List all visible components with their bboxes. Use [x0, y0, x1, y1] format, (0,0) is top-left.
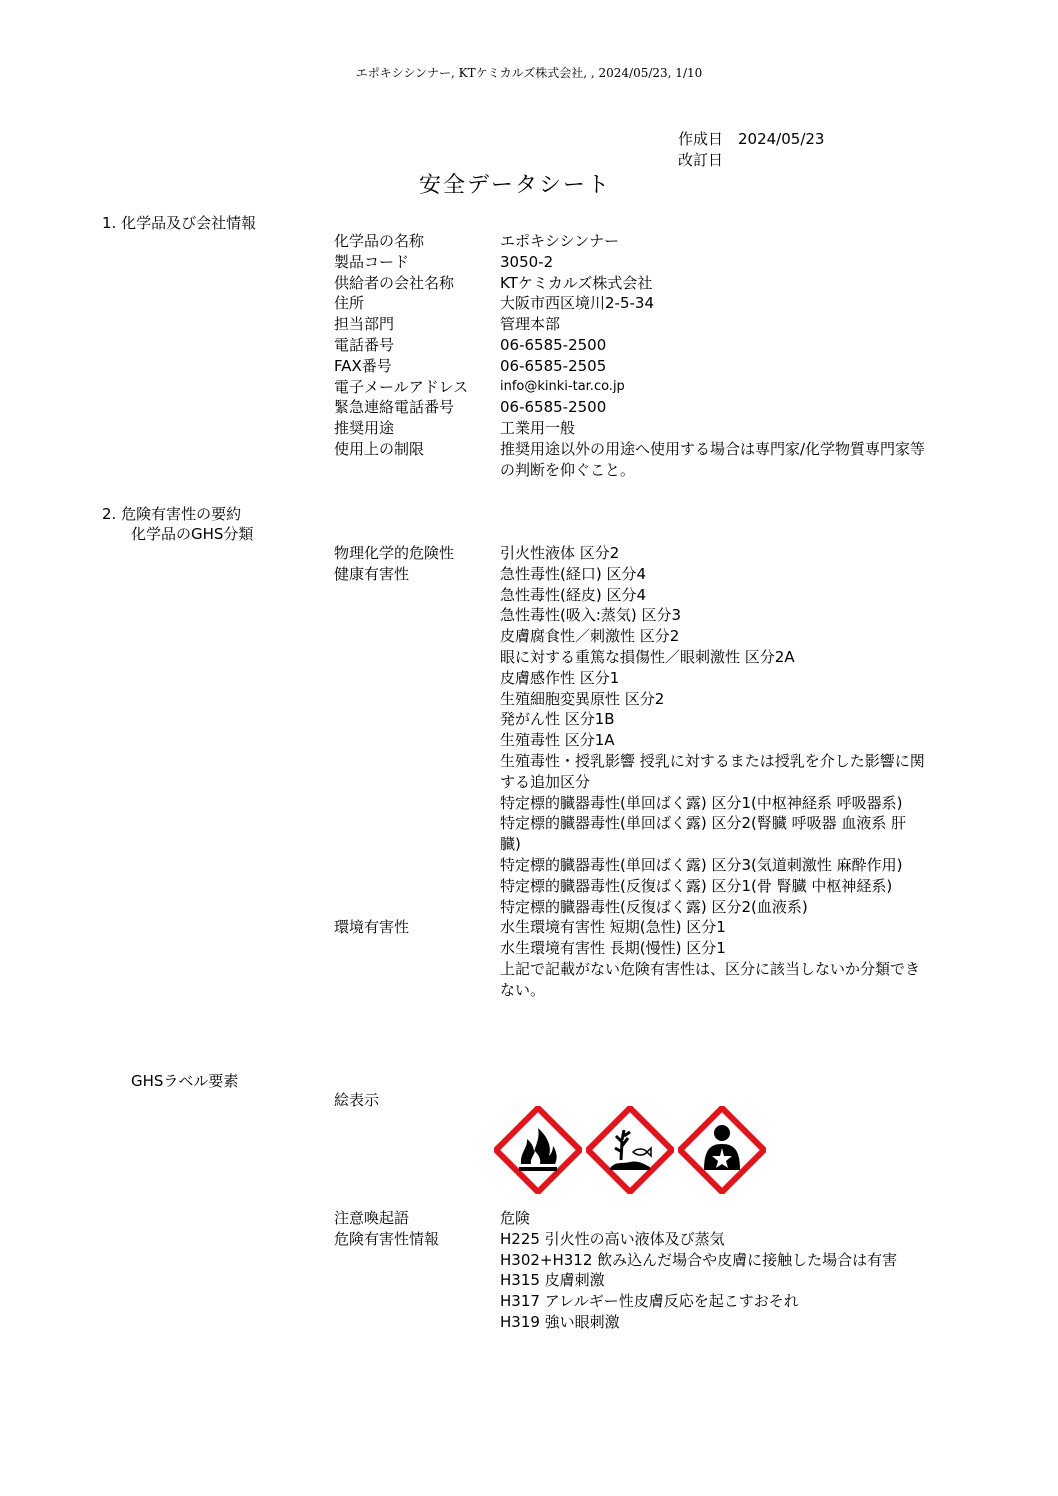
info-row — [334, 293, 934, 314]
email-link[interactable]: info@kinki-tar.co.jp — [500, 378, 625, 394]
ghs-classification-subtitle: 化学品のGHS分類 — [131, 525, 254, 543]
health-hazard-key: 健康有害性 — [334, 564, 410, 583]
physical-hazard-item: 引火性液体 区分2 — [500, 544, 620, 562]
signal-word: 危険 — [500, 1209, 531, 1227]
info-row — [334, 335, 934, 356]
info-value: 06-6585-2500 — [500, 335, 607, 354]
hazard-statements-key: 危険有害性情報 — [334, 1229, 440, 1248]
info-value: 管理本部 — [500, 315, 561, 334]
revised-label: 改訂日 — [678, 151, 724, 169]
hazard-statement: H319 強い眼刺激 — [500, 1312, 620, 1331]
info-row — [334, 439, 934, 481]
info-key: 電話番号 — [334, 335, 395, 354]
ghs-classification-table — [334, 543, 934, 1001]
physical-hazard-key: 物理化学的危険性 — [334, 544, 455, 562]
info-key: 緊急連絡電話番号 — [334, 398, 455, 417]
health-hazard-item: 特定標的臓器毒性(単回ばく露) 区分3(気道刺激性 麻酔作用) — [500, 855, 903, 874]
info-row — [334, 377, 934, 398]
info-key: 推奨用途 — [334, 419, 395, 438]
classification-row — [334, 543, 934, 564]
health-hazard-item: 皮膚腐食性／刺激性 区分2 — [500, 627, 680, 646]
info-value: 工業用一般 — [500, 419, 576, 438]
info-value: 3050-2 — [500, 252, 554, 271]
hazard-statement: H315 皮膚刺激 — [500, 1271, 605, 1290]
environmental-hazard-item: 水生環境有害性 長期(慢性) 区分1 — [500, 939, 726, 958]
classification-row — [334, 917, 934, 1000]
health-hazard-item: 特定標的臓器毒性(反復ばく露) 区分2(血液系) — [500, 897, 808, 916]
info-value: エポキシシンナー — [500, 232, 620, 250]
hazard-statements-row — [334, 1229, 934, 1333]
health-hazard-item: 急性毒性(吸入:蒸気) 区分3 — [500, 606, 682, 625]
signal-word-row — [334, 1208, 934, 1229]
health-hazard-icon — [678, 1106, 766, 1194]
classification-row — [334, 564, 934, 918]
date-block — [678, 129, 824, 171]
health-hazard-item: 発がん性 区分1B — [500, 710, 615, 729]
environmental-hazard-item: 上記で記載がない危険有害性は、区分に該当しないか分類できない。 — [500, 959, 921, 999]
environmental-hazard-key: 環境有害性 — [334, 918, 410, 937]
info-row — [334, 356, 934, 377]
info-key: 担当部門 — [334, 315, 395, 334]
info-value: 推奨用途以外の用途へ使用する場合は専門家/化学物質専門家等の判断を仰ぐこと。 — [500, 439, 926, 479]
info-row — [334, 273, 934, 294]
info-key: 製品コード — [334, 252, 410, 271]
label-elements-table — [334, 1208, 934, 1333]
flame-icon — [494, 1106, 582, 1194]
document-title: 安全データシート — [418, 173, 611, 198]
hazard-statement: H317 アレルギー性皮膚反応を起こすおそれ — [500, 1292, 799, 1311]
health-hazard-item: 特定標的臓器毒性(単回ばく露) 区分2(腎臓 呼吸器 血液系 肝臓) — [500, 814, 907, 854]
info-row — [334, 397, 934, 418]
health-hazard-item: 生殖毒性 区分1A — [500, 731, 615, 750]
info-key: 電子メールアドレス — [334, 377, 469, 396]
info-key: 使用上の制限 — [334, 439, 425, 458]
ghs-label-title: GHSラベル要素 — [131, 1072, 239, 1090]
company-info-table — [334, 231, 934, 481]
info-value: 大阪市西区境川2-5-34 — [500, 294, 654, 313]
pictograms — [494, 1106, 766, 1194]
health-hazard-item: 皮膚感作性 区分1 — [500, 668, 620, 687]
section-1-title: 1. 化学品及び会社情報 — [102, 214, 257, 232]
health-hazard-item: 生殖細胞変異原性 区分2 — [500, 689, 665, 708]
created-date: 2024/05/23 — [738, 130, 825, 148]
hazard-statement: H225 引火性の高い液体及び蒸気 — [500, 1229, 725, 1248]
info-row — [334, 252, 934, 273]
environmental-hazard-item: 水生環境有害性 短期(急性) 区分1 — [500, 918, 726, 937]
signal-word-key: 注意喚起語 — [334, 1209, 410, 1227]
section-2-title: 2. 危険有害性の要約 — [102, 505, 242, 523]
info-value: 06-6585-2500 — [500, 398, 607, 417]
info-row — [334, 314, 934, 335]
health-hazard-item: 特定標的臓器毒性(単回ばく露) 区分1(中枢神経系 呼吸器系) — [500, 793, 903, 812]
info-key: FAX番号 — [334, 356, 392, 375]
hazard-statement: H302+H312 飲み込んだ場合や皮膚に接触した場合は有害 — [500, 1250, 898, 1269]
info-value: KTケミカルズ株式会社 — [500, 273, 653, 292]
health-hazard-item: 眼に対する重篤な損傷性／眼刺激性 区分2A — [500, 647, 795, 666]
environment-icon — [586, 1106, 674, 1194]
running-header: エポキシシンナー, KTケミカルズ株式会社, , 2024/05/23, 1/10 — [355, 66, 703, 80]
info-key: 化学品の名称 — [334, 232, 425, 250]
health-hazard-item: 特定標的臓器毒性(反復ばく露) 区分1(骨 腎臓 中枢神経系) — [500, 876, 893, 895]
info-row — [334, 418, 934, 439]
info-row — [334, 231, 934, 252]
created-label: 作成日 — [678, 130, 724, 148]
info-value: 06-6585-2505 — [500, 356, 607, 375]
health-hazard-item: 急性毒性(経皮) 区分4 — [500, 585, 647, 604]
health-hazard-item: 急性毒性(経口) 区分4 — [500, 564, 647, 583]
pictogram-key: 絵表示 — [334, 1091, 380, 1109]
health-hazard-item: 生殖毒性・授乳影響 授乳に対するまたは授乳を介した影響に関する追加区分 — [500, 751, 925, 791]
info-key: 住所 — [334, 294, 365, 313]
info-key: 供給者の会社名称 — [334, 273, 455, 292]
